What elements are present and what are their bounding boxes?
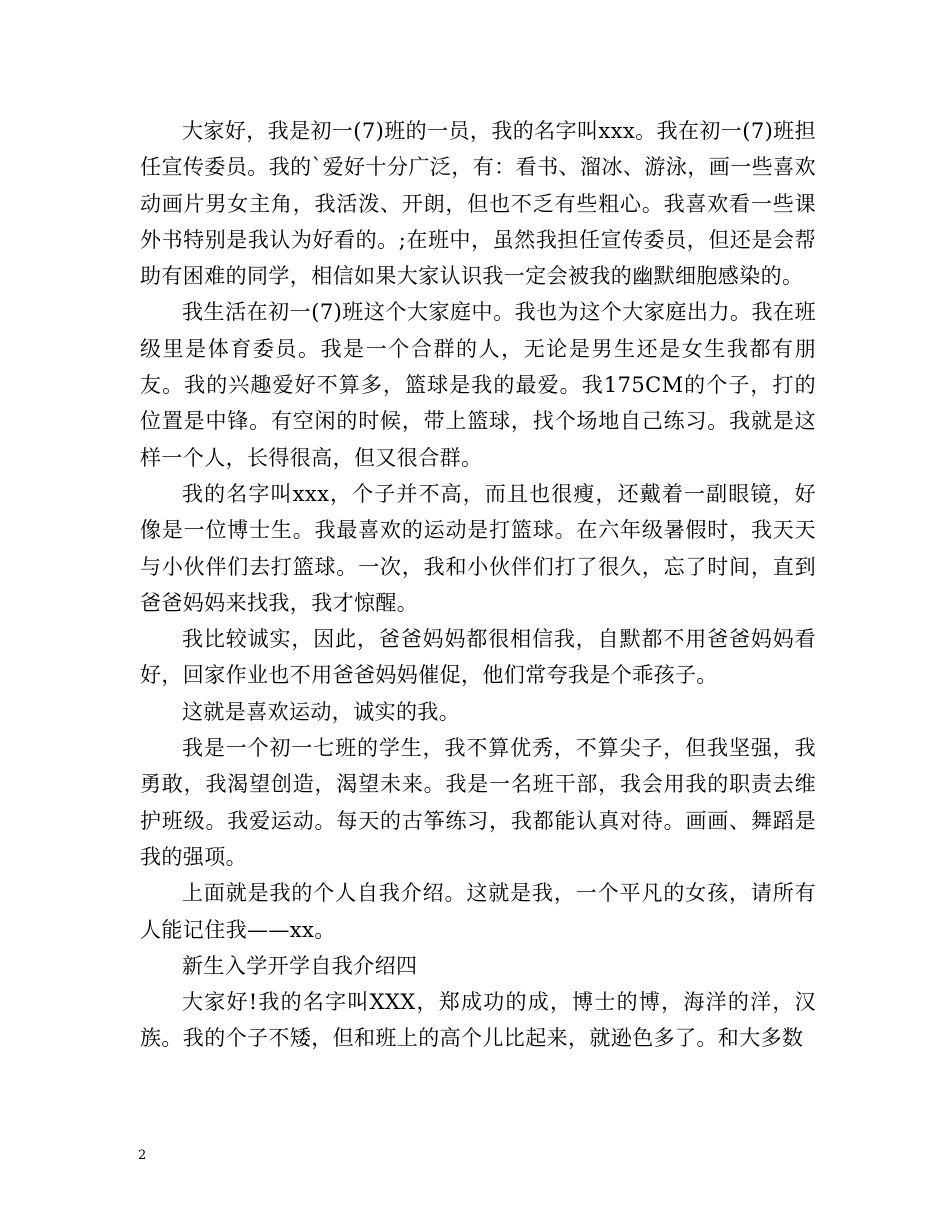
document-body: [140, 113, 816, 1057]
paragraph-2: 我生活在初一(7)班这个大家庭中。我也为这个大家庭出力。我在班级里是体育委员。我是一个合群的人，无论是男生还是女生我都有朋友。我的兴趣爱好不算多，篮球是我的最爱。我175CM的个子，打的位置是中锋。有空闲的时候，带上篮球，找个场地自己练习。我就是这样一个人，长得很高，但又很合群。: [140, 300, 816, 470]
paragraph-4: 我比较诚实，因此，爸爸妈妈都很相信我，自默都不用爸爸妈妈看好，回家作业也不用爸爸妈妈催促，他们常夸我是个乖孩子。: [140, 627, 816, 688]
paragraph-5: 这就是喜欢运动，诚实的我。: [182, 699, 461, 724]
paragraph-1: 大家好，我是初一(7)班的一员，我的名字叫xxx。我在初一(7)班担任宣传委员。我的`爱好十分广泛，有：看书、溜冰、游泳，画一些喜欢动画片男女主角，我活泼、开朗，但也不乏有些粗心。我喜欢看一些课外书特别是我认为好看的。;在班中，虽然我担任宣传委员，但还是会帮助有困难的同学，相信如果大家认识我一定会被我的幽默细胞感染的。: [140, 119, 816, 289]
paragraph-6: 我是一个初一七班的学生，我不算优秀，不算尖子，但我坚强，我勇敢，我渴望创造，渴望未来。我是一名班干部，我会用我的职责去维护班级。我爱运动。每天的古筝练习，我都能认真对待。画画、舞蹈是我的强项。: [140, 736, 816, 869]
paragraph-7: 上面就是我的个人自我介绍。这就是我，一个平凡的女孩，请所有人能记住我——xx。: [140, 881, 816, 942]
page-number: 2: [138, 1148, 147, 1163]
paragraph-3: 我的名字叫xxx，个子并不高，而且也很瘦，还戴着一副眼镜，好像是一位博士生。我最喜欢的运动是打篮球。在六年级暑假时，我天天与小伙伴们去打篮球。一次，我和小伙伴们打了很久，忘了时间，直到爸爸妈妈来找我，我才惊醒。: [140, 481, 816, 615]
paragraph-8: 大家好!我的名字叫XXX，郑成功的成，博士的博，海洋的洋，汉族。我的个子不矮，但和班上的高个儿比起来，就逊色多了。和大多数: [140, 990, 816, 1051]
section-heading: 新生入学开学自我介绍四: [182, 953, 418, 978]
